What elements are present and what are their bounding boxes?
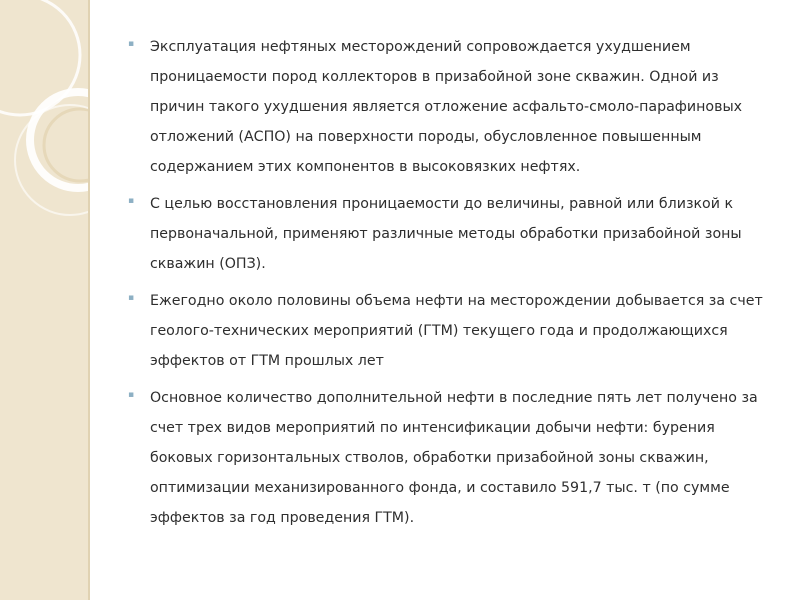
bullet-icon: ▪ [128,196,135,206]
bullet-item-2 [128,189,768,279]
decorative-side-panel [0,0,88,600]
ring-middle-inner [44,109,88,181]
bullet-item-3 [128,286,768,376]
bullet-icon: ▪ [128,390,135,400]
bullet-text: Основное количество дополнительной нефти в последние пять лет получено за счет трех видов мероприятий по интенсификации добычи нефти: бурения боковых горизонтальных стволов, обработки призабойной зоны скважин, оптимизации механизированного фонда, и составило 591,7 тыс. т (по сумме эффектов за год проведения ГТМ). [150,390,758,526]
slide-content [128,32,768,540]
bullet-item-1 [128,32,768,182]
bullet-icon: ▪ [128,39,135,49]
bullet-text: С целью восстановления проницаемости до величины, равной или близкой к первоначальной, применяют различные методы обработки призабойной зоны скважин (ОПЗ). [150,196,742,272]
bullet-item-4 [128,383,768,533]
bullet-text: Ежегодно около половины объема нефти на месторождении добывается за счет геолого-технических мероприятий (ГТМ) текущего года и продолжающихся эффектов от ГТМ прошлых лет [150,293,763,369]
decorative-rings [0,0,88,600]
bullet-list [128,32,768,533]
side-panel-divider [88,0,90,600]
bullet-icon: ▪ [128,293,135,303]
bullet-text: Эксплуатация нефтяных месторождений сопровождается ухудшением проницаемости пород коллекторов в призабойной зоне скважин. Одной из причин такого ухудшения является отложение асфальто-смоло-парафиновых отложений (АСПО) на поверхности породы, обусловленное повышенным содержанием этих компонентов в высоковязких нефтях. [150,39,743,175]
ring-top [0,0,80,115]
